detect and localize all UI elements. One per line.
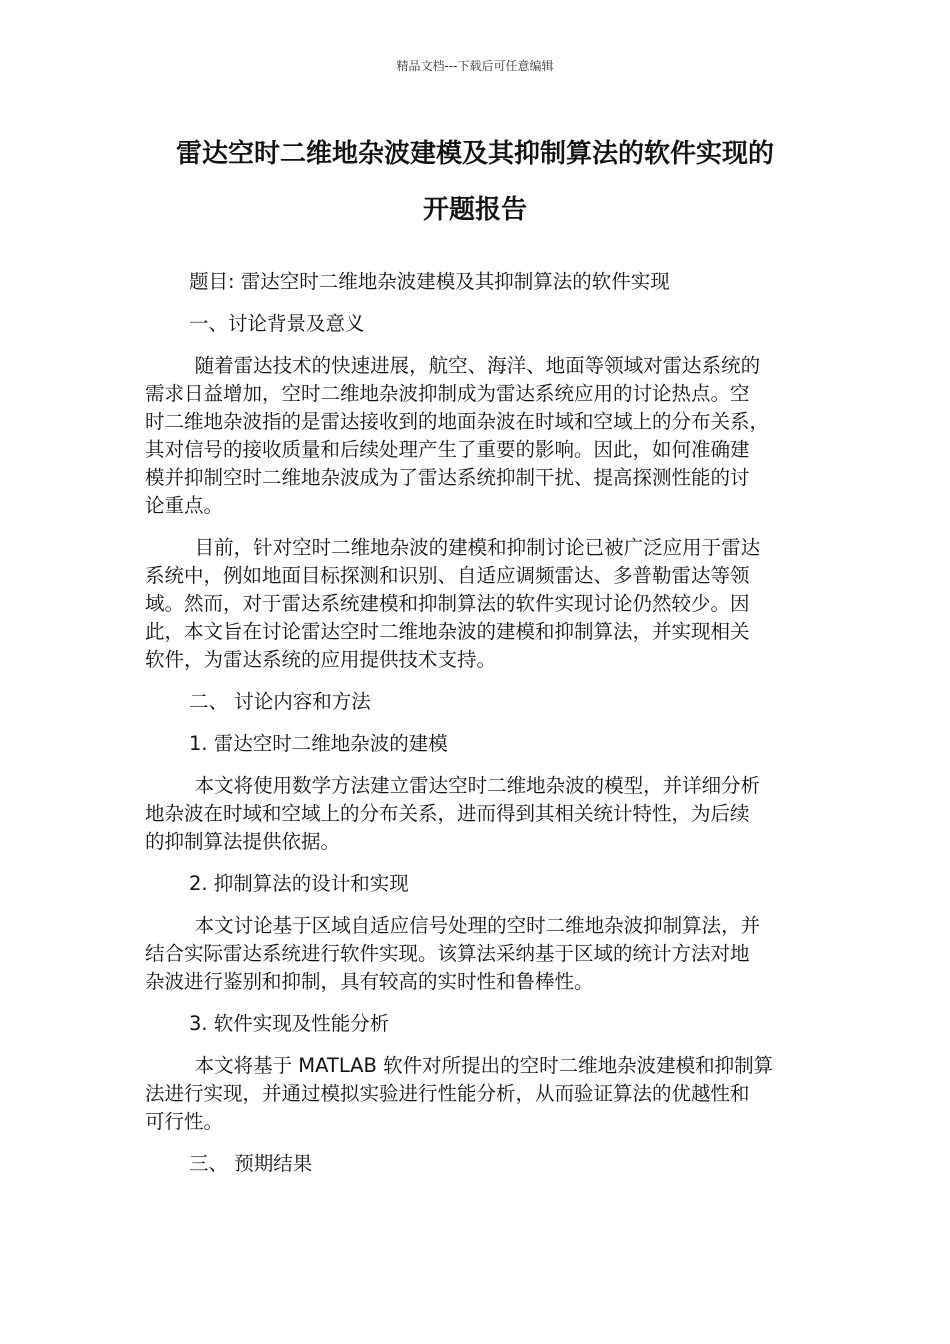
document-title-line-1: 雷达空时二维地杂波建模及其抑制算法的软件实现的 — [175, 139, 774, 169]
paragraph-background-2 — [145, 534, 805, 674]
paragraph-modeling — [145, 772, 805, 856]
text-line: 域。然而，对于雷达系统建模和抑制算法的软件实现讨论仍然较少。因 — [145, 592, 750, 615]
text-line: 论重点。 — [145, 494, 224, 517]
text-line: 随着雷达技术的快速进展，航空、海洋、地面等领域对雷达系统的 — [145, 354, 761, 377]
text-line: 目前，针对空时二维地杂波的建模和抑制讨论已被广泛应用于雷达 — [145, 536, 761, 559]
text-line: 杂波进行鉴别和抑制，具有较高的实时性和鲁棒性。 — [145, 970, 594, 993]
section-heading-expected-results: 三、 预期结果 — [189, 1152, 313, 1175]
section-heading-content-method: 二、 讨论内容和方法 — [189, 690, 371, 713]
text-line: 系统中，例如地面目标探测和识别、自适应调频雷达、多普勒雷达等领 — [145, 564, 750, 587]
text-line: 软件，为雷达系统的应用提供技术支持。 — [145, 648, 497, 671]
text-line: 需求日益增加，空时二维地杂波抑制成为雷达系统应用的讨论热点。空 — [145, 382, 750, 405]
text-line: 结合实际雷达系统进行软件实现。该算法采纳基于区域的统计方法对地 — [145, 942, 750, 965]
section-heading-background: 一、讨论背景及意义 — [189, 312, 365, 335]
topic-line: 题目: 雷达空时二维地杂波建模及其抑制算法的软件实现 — [189, 270, 670, 293]
text-line: 可行性。 — [145, 1110, 224, 1133]
text-line: 的抑制算法提供依据。 — [145, 830, 341, 853]
text-line: 此，本文旨在讨论雷达空时二维地杂波的建模和抑制算法，并实现相关 — [145, 620, 750, 643]
subsection-heading-modeling: 1. 雷达空时二维地杂波的建模 — [189, 732, 448, 755]
text-line: 地杂波在时域和空域上的分布关系，进而得到其相关统计特性，为后续 — [145, 802, 750, 825]
paragraph-algorithm — [145, 912, 805, 996]
document-title-line-2: 开题报告 — [422, 195, 527, 225]
text-line: 本文将使用数学方法建立雷达空时二维地杂波的模型，并详细分析 — [145, 774, 761, 797]
subsection-heading-software: 3. 软件实现及性能分析 — [189, 1012, 390, 1035]
text-line: 时二维地杂波指的是雷达接收到的地面杂波在时域和空域上的分布关系， — [145, 410, 770, 433]
text-line: 法进行实现，并通过模拟实验进行性能分析，从而验证算法的优越性和 — [145, 1082, 750, 1105]
text-line: 模并抑制空时二维地杂波成为了雷达系统抑制干扰、提高探测性能的讨 — [145, 466, 750, 489]
header-watermark: 精品文档---下载后可任意编辑 — [396, 59, 554, 73]
paragraph-software — [145, 1052, 805, 1136]
paragraph-background-1 — [145, 352, 805, 520]
document-body — [145, 268, 805, 1178]
text-line: 本文将基于 MATLAB 软件对所提出的空时二维地杂波建模和抑制算 — [145, 1054, 774, 1077]
subsection-heading-algorithm: 2. 抑制算法的设计和实现 — [189, 872, 409, 895]
text-line: 本文讨论基于区域自适应信号处理的空时二维地杂波抑制算法，并 — [145, 914, 761, 937]
text-line: 其对信号的接收质量和后续处理产生了重要的影响。因此，如何准确建 — [145, 438, 750, 461]
